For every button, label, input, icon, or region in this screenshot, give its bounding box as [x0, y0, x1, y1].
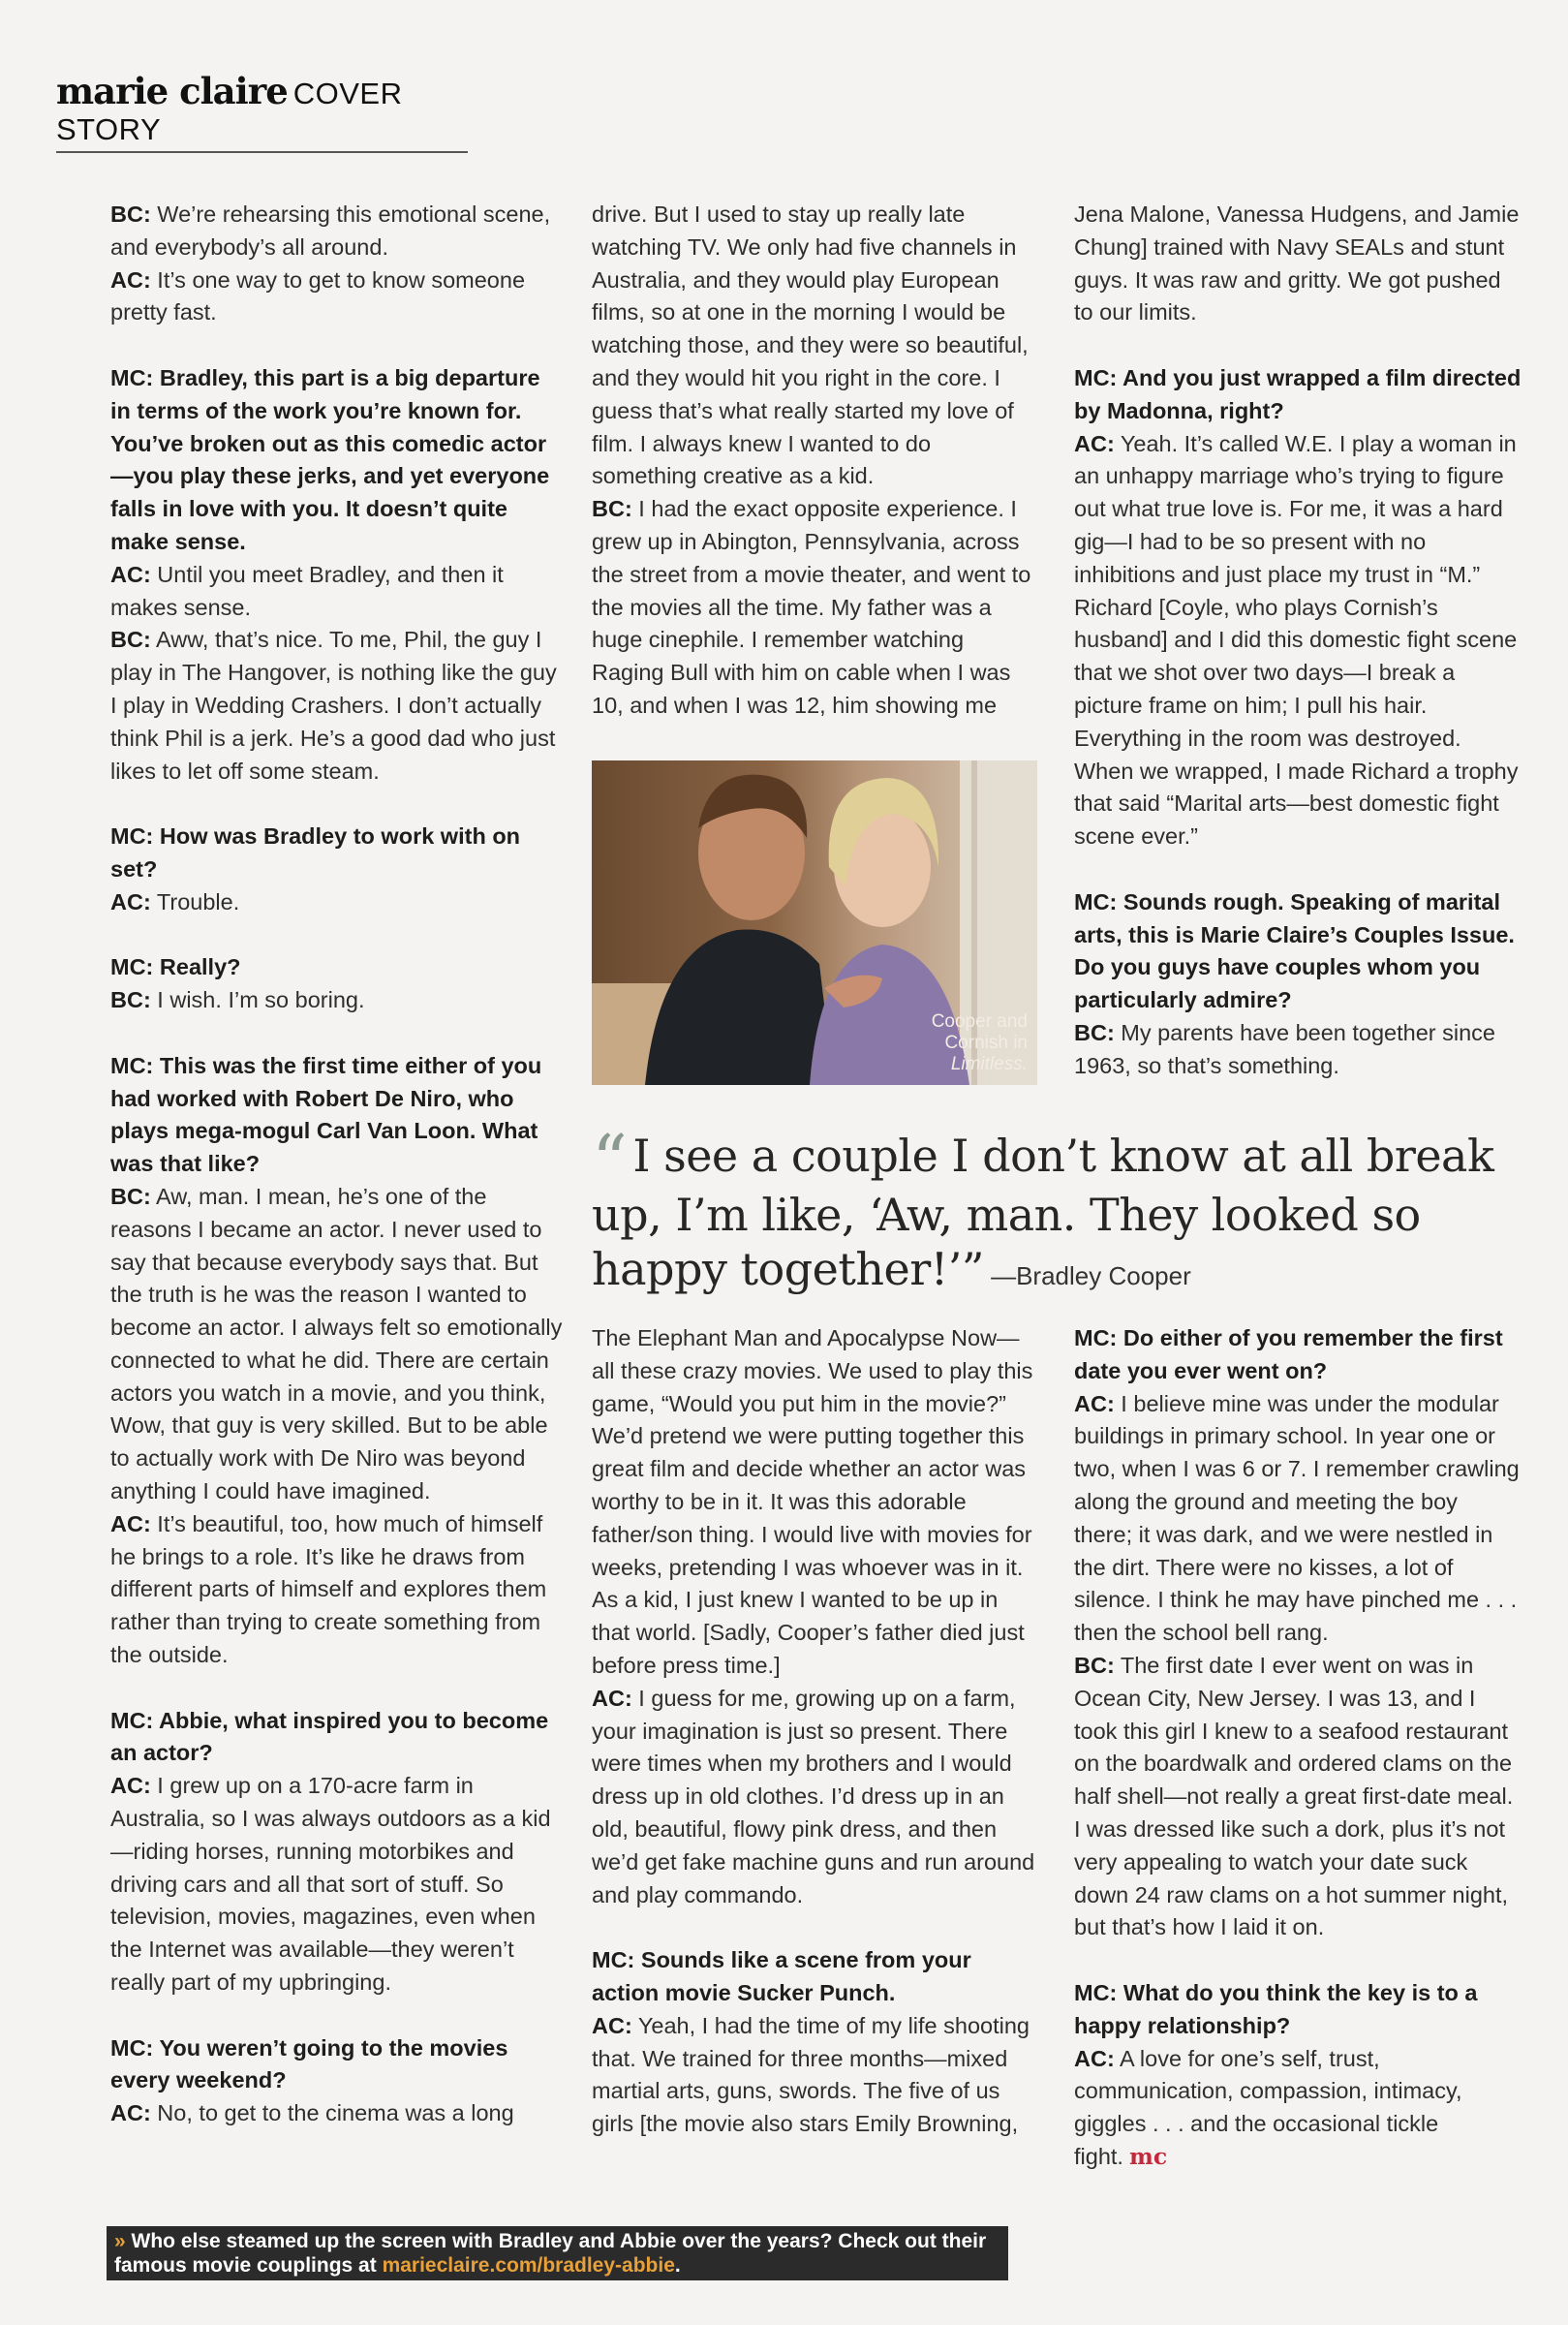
interview-answer [110, 984, 564, 1017]
interview-answer [1074, 1388, 1522, 1650]
speaker-label: BC: [592, 496, 632, 522]
caption-line: Limitless. [950, 1054, 1028, 1074]
promo-line-1: Who else steamed up the screen with Bradley and Abbie over the years? Check out their [131, 2230, 987, 2252]
column-3-lower [1074, 1322, 1522, 2174]
answer-text: Trouble. [150, 888, 240, 914]
photo-caption [932, 1011, 1028, 1075]
answer-text: I wish. I’m so boring. [150, 987, 365, 1013]
question-text: MC: Bradley, this part is a big departure in terms of the work you’re known for. You’ve broken out as this comedic actor—you play these jerks, and yet everyone falls in love with you. It doesn’t quite make sense. [110, 364, 550, 554]
answer-text: The first date I ever went on was in Ocean City, New Jersey. I was 13, and I took this girl I knew to a seafood restaurant on the boardwalk and ordered clams on the half shell—not really a great first-date meal. I was dressed like such a dork, plus it’s not very appealing to watch your date suck down 24 raw clams on a hot summer night, but that’s how I laid it on. [1074, 1652, 1514, 1940]
pull-quote-text: I see a couple I don’t know at all break up, I’m like, ‘Aw, man. They looked so happy together!’” [592, 1130, 1494, 1295]
interview-question [1074, 1977, 1522, 2043]
brand-logo: marie claire [56, 70, 288, 112]
answer-text: I believe mine was under the modular buildings in primary school. In year one or two, when I was 6 or 7. I remember crawling along the ground and meeting the boy there; it was dark, and we were nestled in the dirt. There were no kisses, a lot of silence. I think he may have pinched me . . . then the school bell rang. [1074, 1390, 1520, 1646]
pull-quote-attribution: —Bradley Cooper [983, 1261, 1191, 1290]
speaker-label: AC: [1074, 2045, 1115, 2071]
interview-question [110, 1705, 564, 1771]
question-text: MC: Abbie, what inspired you to become an actor? [110, 1707, 549, 1766]
interview-answer [110, 624, 564, 788]
question-text: MC: How was Bradley to work with on set? [110, 823, 521, 882]
interview-answer [110, 2097, 564, 2130]
speaker-label: AC: [592, 2012, 632, 2038]
answer-text: We’re rehearsing this emotional scene, and everybody’s all around. [110, 202, 551, 260]
answer-text: A love for one’s self, trust, communication, compassion, intimacy, giggles . . . and the occasional tickle fight. [1074, 2045, 1462, 2169]
interview-question [1074, 886, 1522, 1017]
column-2 [592, 199, 1039, 723]
column-2-lower [592, 1322, 1039, 2141]
quote-mark-icon: “ [592, 1120, 628, 1201]
interview-answer [592, 493, 1039, 723]
end-mark: mc [1128, 2142, 1168, 2170]
question-text: MC: What do you think the key is to a happy relationship? [1074, 1979, 1478, 2038]
interview-answer [1074, 1017, 1522, 1083]
interview-question [1074, 1322, 1522, 1388]
answer-text: The Elephant Man and Apocalypse Now—all these crazy movies. We used to play this game, “Would you put him in the movie?” We’d pretend we were putting together this great film and decide whether an actor was worthy to be in it. It was this adorable father/son thing. I would live with movies for weeks, pretending I was whoever was in it. As a kid, I just knew I wanted to be up in that world. [Sadly, Cooper’s father died just before press time.] [592, 1325, 1033, 1678]
chevron-icon: » [114, 2230, 126, 2252]
caption-line: Cooper and [931, 1011, 1028, 1032]
interview-question [110, 362, 564, 559]
interview-answer [110, 559, 564, 625]
interview-question [1074, 362, 1522, 428]
question-text: MC: You weren’t going to the movies every weekend? [110, 2034, 508, 2093]
answer-text: Yeah. It’s called W.E. I play a woman in an unhappy marriage who’s trying to figure out what true love is. For me, it was a hard gig—I had to be so present with no inhibitions and just place my trust in “M.” Richard [Coyle, who plays Cornish’s husband] and I did this domestic fight scene that we shot over two days—I break a picture frame on him; I pull his hair. Everything in the room was destroyed. When we wrapped, I made Richard a trophy that said “Marital arts—best domestic fight scene ever.” [1074, 430, 1519, 850]
pull-quote [592, 1120, 1522, 1303]
interview-answer [1074, 428, 1522, 853]
speaker-label: AC: [1074, 430, 1115, 456]
speaker-label: AC: [110, 1773, 151, 1799]
answer-text: Jena Malone, Vanessa Hudgens, and Jamie Chung] trained with Navy SEALs and stunt guys. It was raw and gritty. We got pushed to our limits. [1074, 202, 1520, 326]
speaker-label: AC: [110, 561, 151, 587]
answer-text: drive. But I used to stay up really late watching TV. We only had five channels in Australia, and they would play European films, so at one in the morning I would be watching those, and they were so beautiful, and they would hit you right in the core. I guess that’s what really started my love of film. I always knew I wanted to do something creative as a kid. [592, 202, 1029, 489]
answer-text: Until you meet Bradley, and then it makes sense. [110, 561, 504, 620]
question-text: MC: This was the first time either of you had worked with Robert De Niro, who plays mega-mogul Carl Van Loon. What was that like? [110, 1052, 542, 1177]
answer-text: Yeah, I had the time of my life shooting that. We trained for three months—mixed martial arts, guns, swords. The five of us girls [the movie also stars Emily Browning, [592, 2012, 1030, 2137]
interview-question [110, 2032, 564, 2098]
speaker-label: AC: [110, 888, 151, 914]
interview-answer [592, 2010, 1039, 2141]
answer-text: I had the exact opposite experience. I grew up in Abington, Pennsylvania, across the street from a movie theater, and went to the movies all the time. My father was a huge cinephile. I remember watching Raging Bull with him on cable when I was 10, and when I was 12, him showing me [592, 496, 1031, 718]
interview-answer [592, 199, 1039, 493]
answer-text: Aw, man. I mean, he’s one of the reasons I became an actor. I never used to say that because everybody says that. But the truth is he was the reason I wanted to become an actor. I always felt so emotionally connected to what he did. There are certain actors you watch in a movie, and you think, Wow, that guy is very skilled. But to be able to actually work with De Niro was beyond anything I could have imagined. [110, 1183, 563, 1504]
speaker-label: BC: [1074, 1019, 1115, 1045]
interview-answer [110, 886, 564, 919]
footer-promo [107, 2226, 1008, 2280]
speaker-label: BC: [110, 202, 151, 227]
section-title: COVER STORY [56, 77, 403, 146]
answer-text: It’s beautiful, too, how much of himself he brings to a role. It’s like he draws from different parts of himself and explores them rather than trying to create something from the outside. [110, 1510, 547, 1668]
answer-text: Aww, that’s nice. To me, Phil, the guy I play in The Hangover, is nothing like the guy I play in Wedding Crashers. I don’t actually think Phil is a jerk. He’s a good dad who just likes to let off some steam. [110, 627, 557, 784]
column-1 [110, 199, 564, 2130]
speaker-label: AC: [110, 2100, 151, 2126]
question-text: MC: And you just wrapped a film directed by Madonna, right? [1074, 364, 1522, 423]
answer-text: No, to get to the cinema was a long [150, 2100, 514, 2126]
interview-question [110, 821, 564, 886]
question-text: MC: Sounds like a scene from your action movie Sucker Punch. [592, 1947, 971, 2005]
speaker-label: BC: [110, 1183, 151, 1209]
speaker-label: AC: [110, 1510, 151, 1536]
interview-answer [592, 1322, 1039, 1683]
speaker-label: AC: [592, 1685, 632, 1711]
interview-answer [110, 1508, 564, 1672]
promo-link[interactable]: marieclaire.com/bradley-abbie [382, 2254, 675, 2277]
interview-answer [110, 1181, 564, 1508]
speaker-label: BC: [110, 627, 151, 653]
answer-text: My parents have been together since 1963, so that’s something. [1074, 1019, 1495, 1078]
interview-question [110, 951, 564, 984]
interview-answer [110, 1770, 564, 2000]
interview-answer [1074, 2043, 1522, 2174]
interview-answer [110, 199, 564, 264]
question-text: MC: Sounds rough. Speaking of marital arts, this is Marie Claire’s Couples Issue. Do you guys have couples whom you particularly admire? [1074, 888, 1515, 1013]
interview-answer [1074, 199, 1522, 329]
promo-end: . [674, 2254, 681, 2277]
question-text: MC: Really? [110, 954, 241, 980]
caption-line: Cornish in [944, 1033, 1028, 1053]
movie-still-photo [592, 760, 1037, 1085]
interview-question [592, 1944, 1039, 2010]
answer-text: It’s one way to get to know someone pretty fast. [110, 266, 526, 326]
interview-answer [1074, 1650, 1522, 1944]
speaker-label: AC: [1074, 1390, 1115, 1416]
promo-line-2: famous movie couplings at [114, 2254, 383, 2277]
question-text: MC: Do either of you remember the first date you ever went on? [1074, 1325, 1503, 1383]
speaker-label: AC: [110, 266, 151, 293]
column-3 [1074, 199, 1522, 1083]
masthead [56, 70, 468, 153]
interview-question [110, 1050, 564, 1181]
answer-text: I grew up on a 170-acre farm in Australia, so I was always outdoors as a kid—riding horses, running motorbikes and driving cars and all that sort of stuff. So television, movies, magazines, even when the Internet was available—they weren’t really part of my upbringing. [110, 1773, 551, 1996]
speaker-label: BC: [1074, 1652, 1115, 1678]
interview-answer [110, 264, 564, 330]
answer-text: I guess for me, growing up on a farm, your imagination is just so present. There were times when my brothers and I would dress up in old clothes. I’d dress up in an old, beautiful, flowy pink dress, and then we’d get fake machine guns and run around and play commando. [592, 1685, 1035, 1907]
interview-answer [592, 1683, 1039, 1912]
speaker-label: BC: [110, 987, 151, 1013]
